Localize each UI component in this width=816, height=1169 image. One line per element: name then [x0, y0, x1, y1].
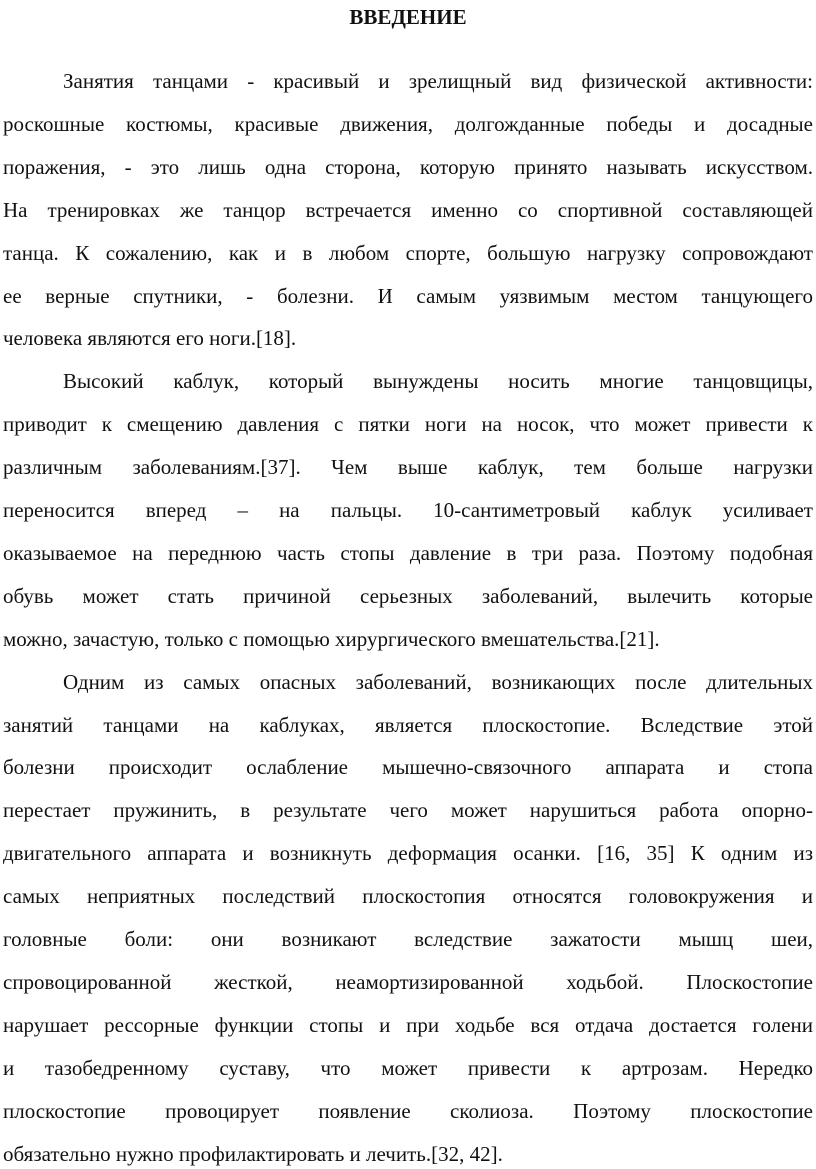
paragraph-1-line-5: танца. К сожалению, как и в любом спорте, большую нагрузку сопровождают — [3, 240, 813, 265]
paragraph-1-line-6: ее верные спутники, - болезни. И самым уязвимым местом танцующего — [3, 283, 813, 308]
paragraph-2-line-7: можно, зачастую, только с помощью хирургического вмешательства.[21]. — [3, 626, 660, 651]
paragraph-3-line-4: перестает пружинить, в результате чего может нарушиться работа опорно- — [3, 798, 813, 823]
paragraph-3-line-5: двигательного аппарата и возникнуть деформация осанки. [16, 35] К одним из — [3, 841, 813, 866]
paragraph-1-line-7: человека являются его ноги.[18]. — [3, 326, 297, 351]
paragraph-3-line-8: спровоцированной жесткой, неамортизированной ходьбой. Плоскостопие — [3, 969, 813, 994]
paragraph-3-line-3: болезни происходит ослабление мышечно-связочного аппарата и стопа — [3, 755, 813, 780]
paragraph-2-line-3: различным заболеваниям.[37]. Чем выше каблук, тем больше нагрузки — [3, 455, 813, 480]
paragraph-2-line-5: оказываемое на переднюю часть стопы давление в три раза. Поэтому подобная — [3, 540, 813, 565]
paragraph-1-line-1: Занятия танцами - красивый и зрелищный вид физической активности: — [63, 69, 813, 93]
page-title: ВВЕДЕНИЕ — [349, 5, 467, 29]
paragraph-3-line-6: самых неприятных последствий плоскостопия относятся головокружения и — [3, 884, 813, 909]
paragraph-2-line-2: приводит к смещению давления с пятки ноги на носок, что может привести к — [3, 412, 813, 437]
paragraph-2-line-6: обувь может стать причиной серьезных заболеваний, вылечить которые — [3, 583, 813, 608]
paragraph-1-line-4: На тренировках же танцор встречается именно со спортивной составляющей — [3, 197, 813, 222]
paragraph-1-line-3: поражения, - это лишь одна сторона, которую принято называть искусством. — [3, 154, 813, 179]
paragraph-3-line-1: Одним из самых опасных заболеваний, возникающих после длительных — [63, 669, 813, 694]
paragraph-2-line-4: переносится вперед – на пальцы. 10-сантиметровый каблук усиливает — [3, 498, 813, 522]
paragraph-1-line-2: роскошные костюмы, красивые движения, долгожданные победы и досадные — [3, 111, 813, 136]
paragraph-3-line-2: занятий танцами на каблуках, является плоскостопие. Вследствие этой — [3, 712, 813, 737]
paragraph-3-line-11: плоскостопие провоцирует появление сколиоза. Поэтому плоскостопие — [3, 1098, 813, 1123]
paragraph-3-line-12: обязательно нужно профилактировать и лечить.[32, 42]. — [3, 1141, 503, 1166]
paragraph-3-line-7: головные боли: они возникают вследствие зажатости мышц шеи, — [3, 927, 813, 951]
paragraph-3-line-9: нарушает рессорные функции стопы и при ходьбе вся отдача достается голени — [3, 1012, 813, 1037]
paragraph-2-line-1: Высокий каблук, который вынуждены носить многие танцовщицы, — [63, 369, 813, 394]
paragraph-3-line-10: и тазобедренному суставу, что может привести к артрозам. Нередко — [3, 1055, 813, 1080]
